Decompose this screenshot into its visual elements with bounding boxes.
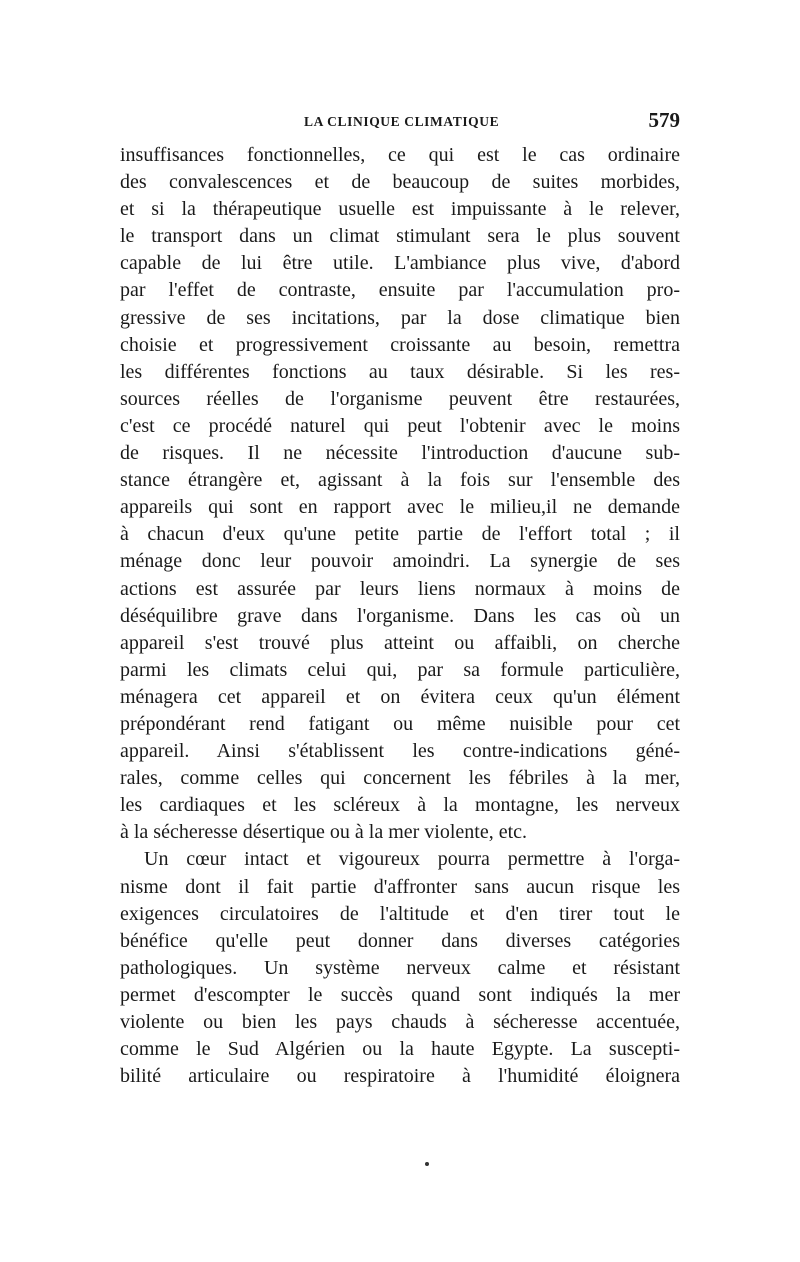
text-line: choisie et progressivement croissante au besoin, remettra	[120, 333, 680, 356]
body-text	[120, 142, 680, 1090]
text-line: appareils qui sont en rapport avec le milieu,il ne demande	[120, 496, 680, 519]
text-line: c'est ce procédé naturel qui peut l'obtenir avec le moins	[120, 414, 680, 437]
text-line: à chacun d'eux qu'une petite partie de l'effort total ; il	[120, 523, 680, 546]
text-line: exigences circulatoires de l'altitude et d'en tirer tout le	[120, 902, 680, 925]
text-line: appareil. Ainsi s'établissent les contre-indications géné-	[120, 740, 680, 763]
text-line: rales, comme celles qui concernent les fébriles à la mer,	[120, 767, 680, 790]
text-line: bilité articulaire ou respiratoire à l'humidité éloignera	[120, 1065, 680, 1088]
text-line: les cardiaques et les scléreux à la montagne, les nerveux	[120, 794, 680, 817]
paragraph-1	[120, 142, 680, 846]
text-line: Un cœur intact et vigoureux pourra permettre à l'orga-	[144, 848, 680, 871]
text-line: ménage donc leur pouvoir amoindri. La synergie de ses	[120, 550, 680, 573]
running-title: LA CLINIQUE CLIMATIQUE	[304, 114, 500, 129]
text-line: à la sécheresse désertique ou à la mer violente, etc.	[120, 821, 528, 844]
text-line: insuffisances fonctionnelles, ce qui est le cas ordinaire	[120, 144, 680, 166]
text-line: parmi les climats celui qui, par sa formule particulière,	[120, 658, 680, 681]
ink-speck	[425, 1162, 429, 1166]
text-line: sources réelles de l'organisme peuvent être restaurées,	[120, 387, 680, 410]
text-line: gressive de ses incitations, par la dose climatique bien	[120, 306, 680, 329]
text-line: stance étrangère et, agissant à la fois sur l'ensemble des	[120, 469, 680, 492]
text-line: permet d'escompter le succès quand sont indiqués la mer	[120, 983, 680, 1006]
running-header	[120, 108, 680, 138]
text-line: des convalescences et de beaucoup de suites morbides,	[120, 171, 680, 194]
text-line: par l'effet de contraste, ensuite par l'accumulation pro-	[120, 279, 680, 302]
text-line: bénéfice qu'elle peut donner dans diverses catégories	[120, 929, 680, 952]
text-line: prépondérant rend fatigant ou même nuisible pour cet	[120, 712, 680, 735]
text-line: actions est assurée par leurs liens normaux à moins de	[120, 577, 680, 600]
text-line: pathologiques. Un système nerveux calme et résistant	[120, 956, 680, 979]
text-line: les différentes fonctions au taux désirable. Si les res-	[120, 360, 680, 383]
text-line: déséquilibre grave dans l'organisme. Dans les cas où un	[120, 604, 680, 627]
text-line: comme le Sud Algérien ou la haute Egypte. La suscepti-	[120, 1038, 680, 1061]
page-number: 579	[648, 108, 680, 132]
text-line: de risques. Il ne nécessite l'introduction d'aucune sub-	[120, 442, 680, 465]
text-line: violente ou bien les pays chauds à sécheresse accentuée,	[120, 1011, 680, 1033]
text-line: le transport dans un climat stimulant sera le plus souvent	[120, 225, 680, 248]
text-line: et si la thérapeutique usuelle est impuissante à le relever,	[120, 198, 680, 221]
text-line: appareil s'est trouvé plus atteint ou affaibli, on cherche	[120, 631, 680, 654]
text-line: ménagera cet appareil et on évitera ceux qu'un élément	[120, 685, 680, 708]
paragraph-2	[120, 846, 680, 1090]
text-line: nisme dont il fait partie d'affronter sans aucun risque les	[120, 875, 680, 898]
text-line: capable de lui être utile. L'ambiance plus vive, d'abord	[120, 252, 680, 275]
